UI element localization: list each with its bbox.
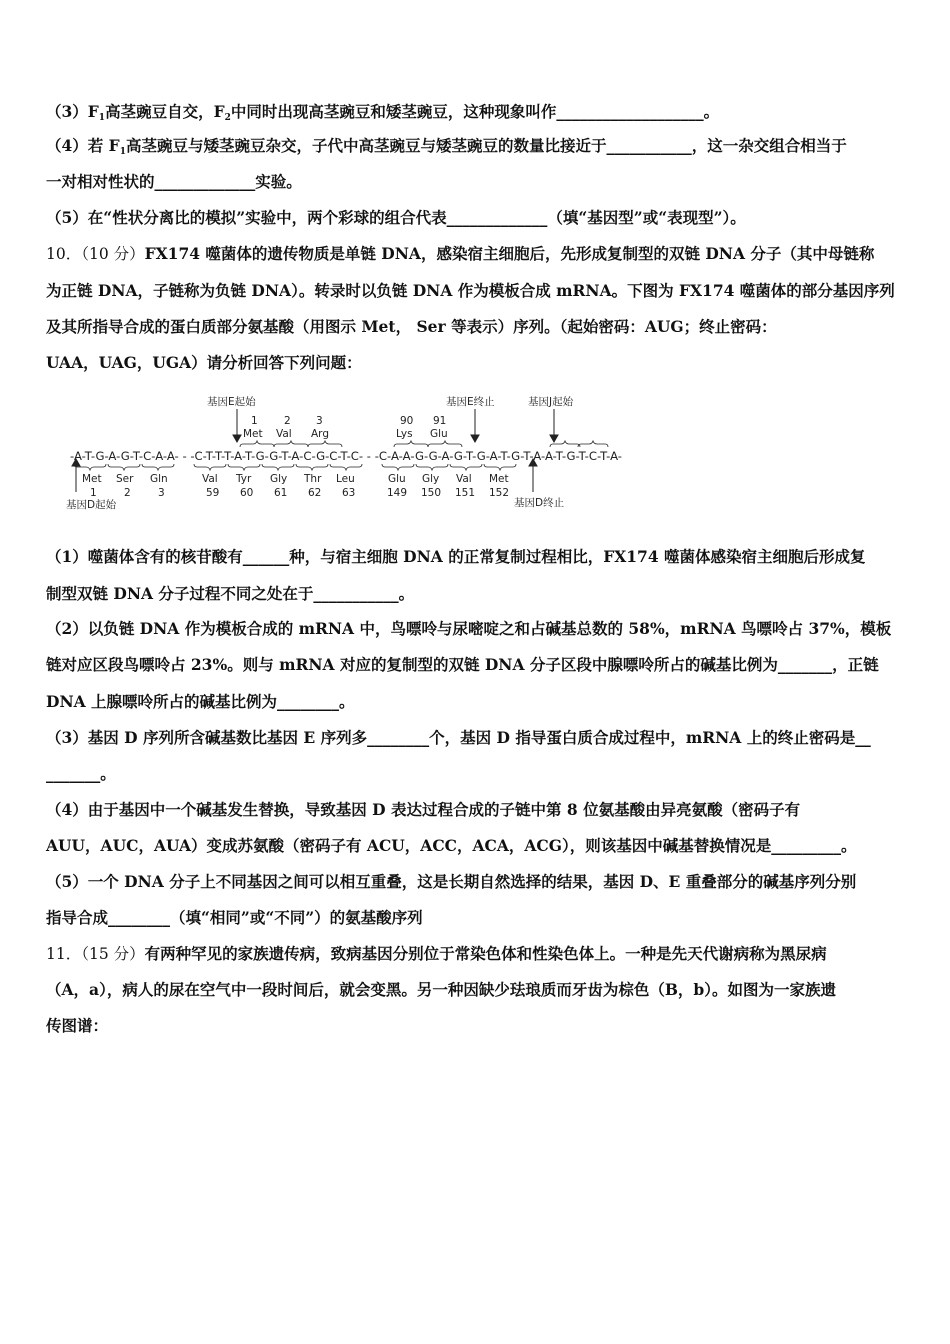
q10-stem: 10．（10 分）FX174 噬菌体的遗传物质是单链 DNA，感染宿主细胞后，先形成复制型的双链 DNA 分子（其中母链称 xyxy=(46,244,875,263)
gene-e-start-label: 基因E起始 xyxy=(207,396,256,408)
gene-d-end-label: 基因D终止 xyxy=(514,497,565,509)
q9-part3: $(3)F_1$高茎豌豆自交，$F_2$中同时出现高茎豌豆和矮茎豌豆，这种现象叫作___________________。 xyxy=(46,102,720,123)
q10-part3-cont: _______。 xyxy=(46,764,116,783)
bottom-aa: Val xyxy=(202,473,218,485)
gene-j-start-label: 基因J起始 xyxy=(528,396,574,408)
top-aa-num: 3 xyxy=(316,415,323,427)
q9-part5: （5）在“性状分离比的模拟”实验中，两个彩球的组合代表_____________（填“基因型”或“表现型”）。 xyxy=(46,208,746,227)
q10-part2: （2）以负链 DNA 作为模板合成的 mRNA 中，鸟嘌呤与尿嘧啶之和占碱基总数的 58%，mRNA 鸟嘌呤占 37%，模板 xyxy=(46,619,892,638)
bottom-aa: Leu xyxy=(336,473,355,485)
bottom-aa-num: 60 xyxy=(240,487,254,499)
q10-stem-4: UAA，UAG，UGA）请分析回答下列问题： xyxy=(46,353,362,372)
q10-number: 10．（10 分） xyxy=(46,245,145,263)
top-aa-num: 91 xyxy=(433,415,447,427)
bottom-aa: Gln xyxy=(150,473,168,485)
bottom-aa-num: 62 xyxy=(308,487,322,499)
bottom-aa-num: 1 xyxy=(90,487,97,499)
bottom-aa: Ser xyxy=(116,473,134,485)
top-aa-num: 2 xyxy=(284,415,291,427)
q10-part4: （4）由于基因中一个碱基发生替换，导致基因 D 表达过程合成的子链中第 8 位氨基酸由异亮氨酸（密码子有 xyxy=(46,800,801,819)
q11-stem: 11．（15 分）有两种罕见的家族遗传病，致病基因分别位于常染色体和性染色体上。一种是先天代谢病称为黑尿病 xyxy=(46,944,827,963)
arrow-down-icon xyxy=(233,409,241,442)
bottom-aa-num: 151 xyxy=(455,487,476,499)
gene-sequence-figure xyxy=(66,392,626,512)
arrow-up-icon xyxy=(72,459,80,492)
bottom-aa: Thr xyxy=(304,473,322,485)
bottom-aa: Glu xyxy=(388,473,406,485)
arrow-down-icon xyxy=(471,409,479,442)
top-aa-num: 1 xyxy=(251,415,258,427)
bottom-aa-num: 3 xyxy=(158,487,165,499)
gene-e-end-label: 基因E终止 xyxy=(446,396,495,408)
q10-part2-cont: 链对应区段鸟嘌呤占 23%。则与 mRNA 对应的复制型的双链 DNA 分子区段中腺嘌呤所占的碱基比例为_______，正链 xyxy=(46,655,879,674)
bottom-aa: Gly xyxy=(422,473,440,485)
bottom-aa-row xyxy=(82,473,509,499)
codon-braces-top xyxy=(240,441,608,447)
bottom-aa: Val xyxy=(456,473,472,485)
dna-sequence: -A-T-G-A-G-T-C-A-A- - -C-T-T-T-A-T-G-G-T-A-C-G-C-T-C- - -C-A-A-G-G-A-G-T-G-A-T-G-T-A-A-T-G-T-C-T-A- xyxy=(70,449,622,463)
bottom-aa-num: 63 xyxy=(342,487,356,499)
q9-part4: （4）若 $F_1$高茎豌豆与矮茎豌豆杂交，子代中高茎豌豆与矮茎豌豆的数量比接近于___________，这一杂交组合相当于 xyxy=(46,136,847,157)
bottom-aa-num: 152 xyxy=(489,487,510,499)
q10-part3: （3）基因 D 序列所含碱基数比基因 E 序列多________个，基因 D 指导蛋白质合成过程中，mRNA 上的终止密码是__ xyxy=(46,728,871,747)
gene-d-start-label: 基因D起始 xyxy=(66,499,117,511)
q10-stem-2: 为正链 DNA，子链称为负链 DNA）。转录时以负链 DNA 作为模板合成 mRNA。下图为 FX174 噬菌体的部分基因序列 xyxy=(46,281,895,300)
bottom-aa: Tyr xyxy=(236,473,252,485)
q11-number: 11．（15 分） xyxy=(46,945,145,963)
top-aa: Val xyxy=(276,428,292,440)
q10-part1: （1）噬菌体含有的核苷酸有______种，与宿主细胞 DNA 的正常复制过程相比，FX174 噬菌体感染宿主细胞后形成复 xyxy=(46,547,866,566)
bottom-aa: Met xyxy=(489,473,509,485)
top-aa-num: 90 xyxy=(400,415,414,427)
top-aa: Arg xyxy=(311,428,329,440)
arrow-down-icon xyxy=(550,409,558,442)
q9-part4-cont: 一对相对性状的_____________实验。 xyxy=(46,172,302,191)
arrow-up-icon xyxy=(529,459,537,492)
q11-stem-2: （A，a），病人的尿在空气中一段时间后，就会变黑。另一种因缺少珐琅质而牙齿为棕色（B，b）。如图为一家族遗 xyxy=(46,980,837,999)
q10-part2-cont2: DNA 上腺嘌呤所占的碱基比例为________。 xyxy=(46,692,355,711)
q11-stem-3: 传图谱： xyxy=(46,1016,109,1035)
top-aa: Lys xyxy=(396,428,413,440)
bottom-aa-num: 149 xyxy=(387,487,408,499)
q10-stem-3: 及其所指导合成的蛋白质部分氨基酸（用图示 Met， Ser 等表示）序列。（起始密码：AUG；终止密码： xyxy=(46,317,777,336)
top-aa: Glu xyxy=(430,428,448,440)
codon-braces-bottom xyxy=(74,464,516,470)
q10-part1-cont: 制型双链 DNA 分子过程不同之处在于___________。 xyxy=(46,584,415,603)
bottom-aa-num: 150 xyxy=(421,487,442,499)
bottom-aa: Met xyxy=(82,473,102,485)
q10-part4-cont: AUU，AUC，AUA）变成苏氨酸（密码子有 ACU，ACC，ACA，ACG），则该基因中碱基替换情况是_________。 xyxy=(46,836,857,855)
bottom-aa-num: 2 xyxy=(124,487,131,499)
bottom-aa-num: 61 xyxy=(274,487,288,499)
q10-part5-cont: 指导合成________（填“相同”或“不同”）的氨基酸序列 xyxy=(46,908,423,927)
bottom-aa: Gly xyxy=(270,473,288,485)
top-aa: Met xyxy=(243,428,263,440)
q10-part5: （5）一个 DNA 分子上不同基因之间可以相互重叠，这是长期自然选择的结果，基因 D、E 重叠部分的碱基序列分别 xyxy=(46,872,857,891)
bottom-aa-num: 59 xyxy=(206,487,220,499)
